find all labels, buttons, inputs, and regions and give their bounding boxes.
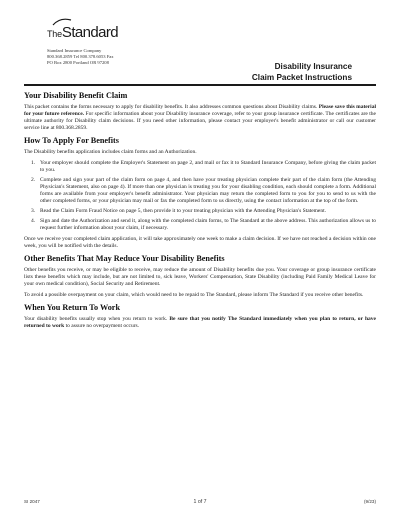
step-text: Sign and date the Authorization and send it, along with the completed claim forms, to The Standard at the above address. This authorization allows us to request further information about your claim, if necessary.	[40, 218, 376, 231]
form-code: SI 2047	[24, 499, 40, 504]
paragraph-apply-closing: Once we receive your completed claim application, it will take approximately one week to make a claim decision. If we have not reached a decision within one week, you will be notified with the details.	[24, 236, 376, 249]
company-name: Standard Insurance Company	[47, 48, 102, 53]
document-body	[24, 86, 376, 330]
list-item	[24, 160, 376, 174]
page-footer	[24, 499, 376, 509]
heading-return-to-work: When You Return To Work	[24, 303, 120, 312]
heading-other-benefits: Other Benefits That May Reduce Your Disability Benefits	[24, 254, 225, 263]
apply-steps-list	[24, 160, 376, 232]
company-phone: 800.368.2859 Tel 800.378.6053 Fax	[47, 54, 114, 60]
list-item	[24, 208, 376, 215]
step-number: 2.	[31, 177, 36, 183]
page-header	[24, 0, 376, 84]
claim-intro-text-end: For specific information about your Disability insurance coverage, refer to your group insurance certificate. The certificates are the ultimate authority for Disability claim decisions. If you need other information, please contact your employer's benefit administrator or call our customer service line at 800.368.2859.	[24, 111, 376, 131]
logo-prefix: The	[47, 29, 62, 39]
paragraph-other-benefits: Other benefits you receive, or may be eligible to receive, may reduce the amount of Disability benefits due you. Your coverage or group insurance certificate lists these benefits which may include, but are not limited to, sick leave, Workers' Compensation, State Disability (including Paid Family Medical Leave for your own medical condition), Social Security and Retirement.	[24, 267, 376, 287]
return-text: Your disability benefits usually stop when you return to work.	[24, 316, 170, 322]
step-text: Read the Claim Form Fraud Notice on page 5, then provide it to your treating physician with the Attending Physician's Statement.	[40, 208, 327, 214]
paragraph-apply-intro: The Disability benefits application includes claim forms and an Authorization.	[24, 149, 197, 155]
list-item	[24, 177, 376, 205]
company-po-box: PO Box 2800 Portland OR 97208	[47, 60, 109, 66]
document-title	[252, 62, 352, 83]
step-number: 4.	[31, 218, 36, 224]
the-standard-logo	[47, 24, 118, 42]
revision-date: (9/23)	[363, 499, 376, 504]
step-text: Complete and sign your part of the claim form on page 4, and then have your treating physician complete their part of the claim form (the Attending Physician's Statement, also on page 4). If more than one physician is treating you for your disabling condition, each should complete a form. Additional forms are available from your employer's benefit administrator. Your physician may return the completed form to you for you to send to us with the other completed forms, or your physician may mail or fax the completed form to us directly, using the contact information at the top of the form.	[40, 177, 376, 204]
paragraph-overpayment: To avoid a possible overpayment on your claim, which would need to be repaid to The Standard, please inform The Standard if you receive other benefits.	[24, 292, 364, 298]
return-emphasis: Be sure that you notify The Standard immediately when you plan to return, or have returned to work	[24, 316, 376, 329]
paragraph-return-to-work	[24, 316, 376, 330]
list-item	[24, 218, 376, 232]
heading-disability-claim: Your Disability Benefit Claim	[24, 91, 128, 100]
return-text-end: to assure no overpayment occurs.	[64, 323, 140, 329]
claim-intro-emphasis: Please save this material for your future reference.	[24, 104, 376, 117]
step-number: 1.	[31, 160, 36, 166]
heading-how-to-apply: How To Apply For Benefits	[24, 136, 119, 145]
claim-intro-text: This packet contains the forms necessary to apply for disability benefits. It also addresses common questions about Disability claims.	[24, 104, 319, 110]
document-title-line2: Claim Packet Instructions	[251, 72, 352, 82]
step-text: Your employer should complete the Employer's Statement on page 2, and mail or fax it to Standard Insurance Company, before giving the claim packet to you.	[40, 160, 376, 173]
paragraph-claim-intro	[24, 104, 376, 132]
logo-swoosh-icon	[52, 17, 72, 26]
company-address	[47, 48, 114, 67]
page-number: 1 of 7	[193, 499, 207, 505]
step-number: 3.	[31, 208, 36, 214]
document-title-line1: Disability Insurance	[274, 62, 352, 71]
logo-word: Standard	[61, 24, 119, 41]
